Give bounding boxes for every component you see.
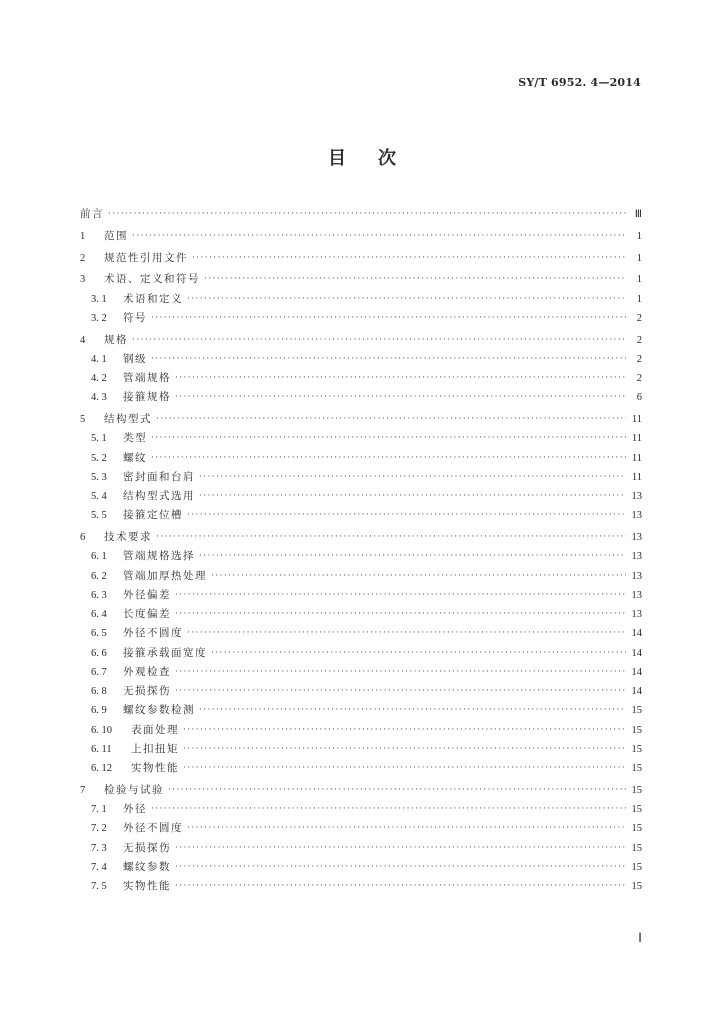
toc-entry-page: 15 — [631, 763, 642, 774]
toc-entry-page: 2 — [636, 373, 642, 384]
toc-entry-number: 6. 6 — [91, 647, 107, 659]
toc-entry-number: 5. 2 — [91, 452, 107, 464]
toc-leader-dots — [132, 331, 626, 350]
toc-leader-dots — [151, 350, 626, 369]
toc-entry-label: 实物性能 — [123, 880, 171, 892]
toc-entry[interactable] — [80, 350, 642, 369]
toc-entry-number: 6. 11 — [91, 743, 112, 755]
toc-entry-label: 外径不圆度 — [123, 822, 183, 835]
toc-entry-number: 7 — [80, 784, 86, 796]
toc-entry-number: 3. 2 — [91, 312, 107, 324]
toc-entry[interactable] — [80, 740, 642, 759]
toc-entry-label: 规范性引用文件 — [104, 251, 188, 264]
toc-entry-number: 6. 9 — [91, 705, 107, 717]
toc-entry-number: 6. 1 — [91, 551, 107, 563]
toc-entry-number: 6. 10 — [91, 724, 112, 736]
toc-entry-label: 术语、定义和符号 — [104, 273, 200, 286]
toc-entry-page: 11 — [631, 433, 642, 445]
toc-entry-label: 结构型式 — [104, 413, 152, 425]
toc-entry[interactable] — [80, 249, 642, 268]
toc-leader-dots — [151, 429, 626, 448]
toc-entry-page: 1 — [636, 252, 642, 264]
toc-entry-page: 1 — [636, 230, 642, 242]
toc-entry-number: 6. 7 — [91, 666, 107, 678]
toc-leader-dots — [183, 721, 626, 740]
toc-entry-label: 管端规格选择 — [123, 550, 195, 563]
toc-entry[interactable] — [80, 567, 642, 586]
toc-entry[interactable] — [80, 839, 642, 858]
toc-entry-page: 13 — [631, 532, 642, 543]
toc-entry-page: 15 — [631, 784, 642, 796]
toc-entry-label: 类型 — [123, 432, 147, 445]
toc-entry-label: 螺纹参数 — [123, 860, 171, 873]
toc-leader-dots — [175, 682, 626, 701]
toc-entry[interactable] — [80, 759, 642, 778]
toc-entry-label: 无损探伤 — [123, 841, 171, 854]
toc-entry-number: 6. 12 — [91, 763, 112, 774]
toc-entry-label: 上扣扭矩 — [131, 742, 179, 755]
toc-entry[interactable] — [80, 506, 642, 525]
toc-leader-dots — [175, 839, 626, 858]
toc-entry-page: 13 — [631, 491, 642, 502]
toc-entry-number: 3 — [80, 274, 86, 286]
toc-entry-page: 14 — [631, 666, 642, 678]
toc-entry-page: 15 — [631, 705, 642, 717]
toc-entry-page: 15 — [631, 881, 642, 892]
toc-entry-page: 15 — [631, 861, 642, 873]
toc-entry-page: 15 — [631, 842, 642, 854]
toc-entry[interactable] — [80, 858, 642, 877]
toc-leader-dots — [187, 290, 626, 309]
toc-entry-label: 规格 — [104, 333, 128, 346]
toc-entry-label: 螺纹 — [123, 451, 147, 464]
toc-entry-number: 7. 5 — [91, 881, 107, 892]
toc-entry[interactable] — [80, 369, 642, 388]
toc-entry-number: 4. 1 — [91, 353, 107, 365]
toc-entry-page: 2 — [636, 312, 642, 324]
toc-entry[interactable] — [80, 388, 642, 407]
toc-leader-dots — [156, 410, 626, 429]
toc-entry-label: 接箍规格 — [123, 391, 171, 404]
toc-leader-dots — [199, 487, 626, 506]
toc-entry-page: 13 — [631, 589, 642, 601]
toc-entry-number: 5. 4 — [91, 491, 107, 502]
toc-entry-page: 13 — [631, 609, 642, 620]
toc-entry[interactable] — [80, 205, 642, 224]
toc-entry-number: 6. 4 — [91, 609, 107, 620]
toc-entry-label: 管端规格 — [123, 372, 171, 384]
toc-entry-label: 接箍定位槽 — [123, 509, 183, 522]
toc-entry-page: 14 — [631, 647, 642, 659]
toc-entry-page: 15 — [631, 743, 642, 755]
toc-entry[interactable] — [80, 270, 642, 289]
toc-leader-dots — [175, 388, 626, 407]
toc-entry-number: 2 — [80, 252, 86, 264]
toc-entry-label: 管端加厚热处理 — [123, 569, 207, 582]
toc-entry-label: 前言 — [80, 208, 104, 220]
toc-leader-dots — [168, 781, 626, 800]
toc-leader-dots — [183, 740, 626, 759]
toc-leader-dots — [211, 567, 626, 586]
toc-entry-label: 接箍承载面宽度 — [123, 646, 207, 659]
toc-entry[interactable] — [80, 487, 642, 506]
toc-entry-number: 6. 2 — [91, 570, 107, 582]
toc-entry[interactable] — [80, 605, 642, 624]
toc-entry-label: 术语和定义 — [123, 292, 183, 305]
toc-entry-page: 14 — [631, 628, 642, 640]
toc-entry-page: 1 — [636, 274, 642, 286]
toc-entry-number: 6. 3 — [91, 589, 107, 601]
toc-entry-number: 4. 2 — [91, 373, 107, 384]
toc-entry-page: 2 — [636, 353, 642, 365]
toc-leader-dots — [183, 759, 626, 778]
toc-entry[interactable] — [80, 586, 642, 605]
toc-entry-page: 13 — [631, 570, 642, 582]
page-number: Ⅰ — [638, 930, 642, 945]
toc-entry-page: 2 — [636, 334, 642, 346]
toc-entry-page: 11 — [631, 414, 642, 425]
page-title — [0, 144, 724, 170]
toc-entry-page: Ⅲ — [634, 209, 642, 220]
toc-entry-label: 实物性能 — [131, 762, 179, 774]
toc-entry[interactable] — [80, 819, 642, 838]
toc-leader-dots — [175, 605, 626, 624]
toc-entry-number: 7. 2 — [91, 823, 107, 835]
toc-entry[interactable] — [80, 331, 642, 350]
toc-leader-dots — [187, 624, 626, 643]
toc-entry-label: 范围 — [104, 229, 128, 242]
table-of-contents — [80, 205, 642, 896]
toc-entry-number: 4 — [80, 334, 86, 346]
toc-entry[interactable] — [80, 227, 642, 246]
toc-entry[interactable] — [80, 528, 642, 547]
title-char-1: 目 — [328, 148, 346, 169]
toc-leader-dots — [199, 701, 626, 720]
toc-entry-label: 无损探伤 — [123, 685, 171, 697]
toc-leader-dots — [175, 663, 626, 682]
toc-entry-label: 外径 — [123, 803, 147, 815]
toc-entry-number: 1 — [80, 230, 86, 242]
toc-entry-number: 6. 5 — [91, 628, 107, 640]
toc-entry[interactable] — [80, 449, 642, 468]
toc-entry[interactable] — [80, 800, 642, 819]
toc-leader-dots — [192, 249, 626, 268]
toc-leader-dots — [187, 506, 626, 525]
toc-entry-label: 技术要求 — [104, 531, 152, 543]
toc-entry-number: 5. 3 — [91, 471, 107, 483]
toc-entry[interactable] — [80, 781, 642, 800]
toc-leader-dots — [151, 449, 626, 468]
toc-entry-label: 密封面和台肩 — [123, 470, 195, 483]
toc-leader-dots — [175, 877, 626, 896]
toc-entry-number: 5 — [80, 414, 86, 425]
toc-entry-number: 4. 3 — [91, 392, 107, 404]
toc-entry[interactable] — [80, 547, 642, 566]
toc-entry-label: 外径偏差 — [123, 588, 171, 601]
toc-entry-page: 15 — [631, 823, 642, 835]
toc-entry-number: 3. 1 — [91, 293, 107, 305]
toc-leader-dots — [108, 205, 626, 224]
toc-leader-dots — [199, 468, 626, 487]
toc-entry-page: 11 — [631, 452, 642, 464]
toc-entry-page: 14 — [631, 686, 642, 697]
toc-entry-page: 6 — [636, 392, 642, 404]
toc-entry-page: 15 — [631, 724, 642, 736]
toc-leader-dots — [132, 227, 626, 246]
toc-entry-label: 符号 — [123, 311, 147, 324]
toc-leader-dots — [175, 858, 626, 877]
toc-leader-dots — [211, 644, 626, 663]
toc-leader-dots — [156, 528, 626, 547]
toc-leader-dots — [151, 800, 626, 819]
toc-entry[interactable] — [80, 410, 642, 429]
toc-entry-label: 钢级 — [123, 352, 147, 365]
toc-entry-number: 6. 8 — [91, 686, 107, 697]
toc-entry-page: 1 — [636, 293, 642, 305]
toc-entry[interactable] — [80, 290, 642, 309]
toc-entry-page: 13 — [631, 551, 642, 563]
toc-entry[interactable] — [80, 877, 642, 896]
toc-entry-number: 5. 1 — [91, 433, 107, 445]
toc-leader-dots — [175, 586, 626, 605]
toc-entry-label: 外观检查 — [123, 665, 171, 678]
toc-leader-dots — [187, 819, 626, 838]
toc-entry-number: 7. 3 — [91, 842, 107, 854]
toc-entry-label: 检验与试验 — [104, 783, 164, 796]
toc-entry-label: 外径不圆度 — [123, 627, 183, 640]
toc-entry-label: 表面处理 — [131, 723, 179, 736]
toc-entry-number: 7. 1 — [91, 804, 107, 815]
toc-entry[interactable] — [80, 644, 642, 663]
title-char-2: 次 — [378, 148, 396, 169]
toc-entry-number: 5. 5 — [91, 510, 107, 522]
toc-entry-label: 螺纹参数检测 — [123, 704, 195, 717]
toc-entry-number: 6 — [80, 532, 86, 543]
toc-entry-page: 13 — [631, 510, 642, 522]
document-code: SY/T 6952. 4—2014 — [518, 76, 641, 89]
toc-entry[interactable] — [80, 682, 642, 701]
toc-entry-page: 11 — [631, 471, 642, 483]
toc-leader-dots — [199, 547, 626, 566]
toc-entry[interactable] — [80, 468, 642, 487]
toc-entry-number: 7. 4 — [91, 861, 107, 873]
toc-entry[interactable] — [80, 624, 642, 643]
toc-leader-dots — [175, 369, 626, 388]
toc-entry-label: 结构型式选用 — [123, 490, 195, 502]
toc-entry-page: 15 — [631, 804, 642, 815]
toc-entry[interactable] — [80, 663, 642, 682]
toc-entry[interactable] — [80, 701, 642, 720]
toc-entry-label: 长度偏差 — [123, 608, 171, 620]
toc-leader-dots — [204, 270, 626, 289]
toc-entry[interactable] — [80, 429, 642, 448]
toc-leader-dots — [151, 309, 626, 328]
toc-entry[interactable] — [80, 721, 642, 740]
toc-entry[interactable] — [80, 309, 642, 328]
